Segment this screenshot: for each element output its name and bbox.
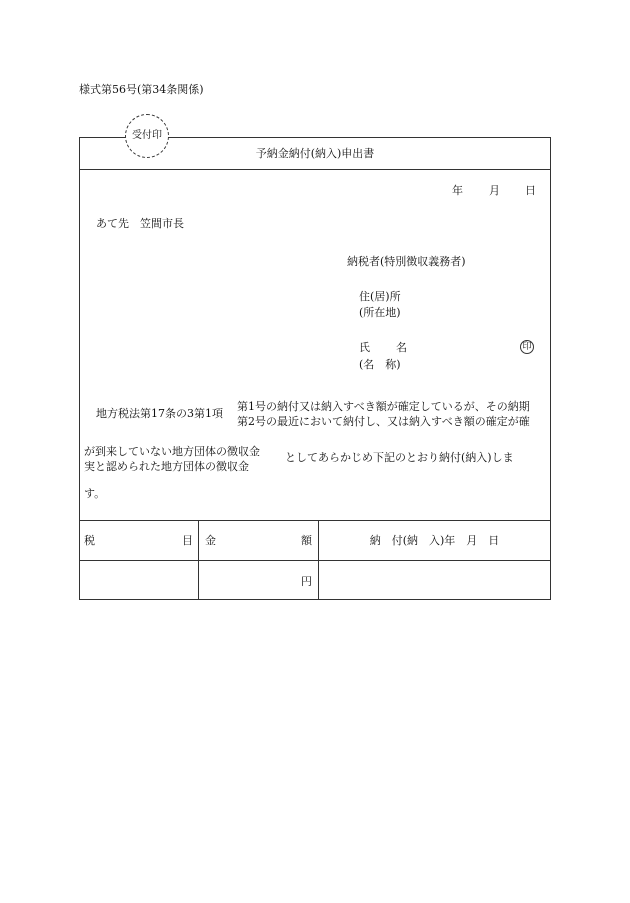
form-number: 様式第56号(第34条関係) — [79, 83, 204, 96]
receipt-stamp-label: 受付印 — [132, 130, 162, 141]
column-payment-date: 納 付(納 入)年 月 日 — [369, 534, 500, 547]
body-line-2c: としてあらかじめ下記のとおり納付(納入)しま — [285, 451, 514, 464]
title-divider — [79, 169, 551, 170]
tax-item-cell[interactable] — [80, 561, 197, 599]
application-form — [79, 137, 551, 600]
clause-2: 第2号の最近において納付し、又は納入すべき額の確定が確 — [237, 415, 530, 428]
address-sub-label: (所在地) — [359, 306, 401, 319]
column-amount-label-1: 金 — [205, 534, 216, 547]
body-line-2b: 実と認められた地方団体の徴収金 — [84, 460, 249, 473]
date-year-label: 年 — [452, 184, 463, 197]
address-label: 住(居)所 — [359, 290, 401, 303]
amount-cell[interactable] — [199, 561, 317, 599]
taxpayer-heading: 納税者(特別徴収義務者) — [347, 255, 466, 268]
column-tax-label-2: 目 — [182, 534, 193, 547]
clause-1: 第1号の納付又は納入すべき額が確定しているが、その納期 — [237, 400, 530, 413]
date-month-label: 月 — [489, 184, 500, 197]
name-label-1: 氏 — [359, 341, 370, 354]
addressee: あて先 笠間市長 — [96, 217, 184, 230]
body-line-2a: が到来していない地方団体の徴収金 — [84, 445, 260, 458]
name-label-2: 名 — [396, 341, 407, 354]
law-reference: 地方税法第17条の3第1項 — [96, 407, 223, 420]
yen-unit: 円 — [301, 575, 312, 588]
date-day-label: 日 — [525, 184, 536, 197]
name-sub-label: (名 称) — [359, 358, 401, 371]
seal-icon: 印 — [520, 340, 534, 354]
form-title: 予納金納付(納入)申出書 — [255, 147, 375, 160]
column-amount-label-2: 額 — [301, 534, 312, 547]
table-top-divider — [79, 520, 551, 521]
payment-date-cell[interactable] — [319, 561, 550, 599]
body-line-3: す。 — [84, 487, 106, 500]
column-tax-label-1: 税 — [84, 534, 95, 547]
